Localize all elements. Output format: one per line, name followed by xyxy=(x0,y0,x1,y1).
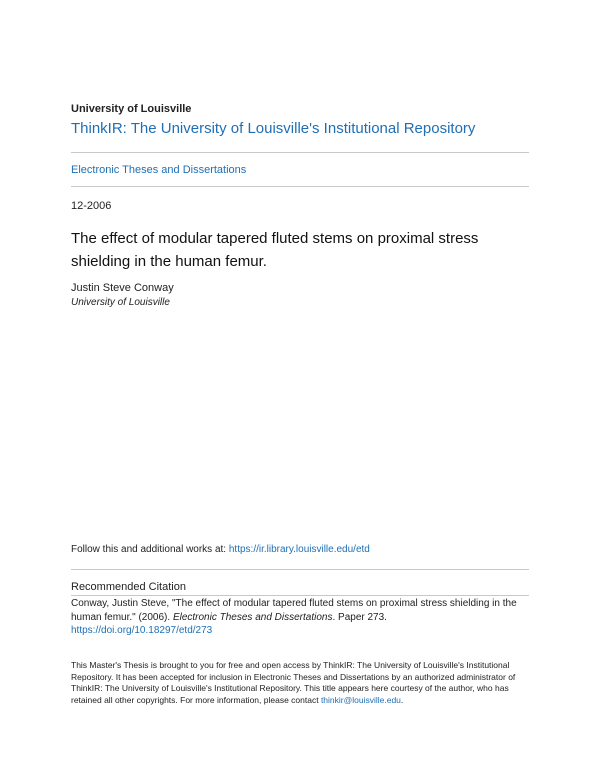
author-affiliation: University of Louisville xyxy=(71,297,170,308)
citation-journal: Electronic Theses and Dissertations xyxy=(172,611,333,623)
access-notice xyxy=(71,660,533,706)
repository-link[interactable]: ThinkIR: The University of Louisville's Institutional Repository xyxy=(71,120,476,137)
divider-top xyxy=(71,152,529,153)
divider-series xyxy=(71,186,529,187)
notice-end: . xyxy=(400,694,404,705)
notice-text: This Master's Thesis is brought to you for free and open access by ThinkIR: The University of Louisville's Institutional Repository. It has been accepted for inclusion in Electronic Theses and Dissertations by an authorized administrator of ThinkIR: The University of Louisville's Institutional Repository. This title appears here courtesy of the author, who has retained all other copyrights. For more information, please contact xyxy=(71,660,516,705)
citation-text xyxy=(71,597,531,638)
collection-link[interactable]: https://ir.library.louisville.edu/etd xyxy=(228,544,370,555)
publication-date: 12-2006 xyxy=(71,200,112,212)
contact-email-link[interactable]: thinkir@louisville.edu xyxy=(320,694,401,705)
institution-name: University of Louisville xyxy=(71,103,192,115)
divider-citation xyxy=(71,595,529,596)
follow-line xyxy=(71,544,370,555)
recommended-citation-heading: Recommended Citation xyxy=(71,581,186,593)
document-title: The effect of modular tapered fluted stems on proximal stress shielding in the human femur. xyxy=(71,230,479,270)
author-name: Justin Steve Conway xyxy=(71,282,174,294)
divider-follow xyxy=(71,569,529,570)
citation-paper: . Paper 273. xyxy=(332,611,387,623)
doi-link[interactable]: https://doi.org/10.18297/etd/273 xyxy=(71,625,213,636)
citation-body: Conway, Justin Steve, "The effect of modular tapered fluted stems on proximal stress shielding in the human femur." (2006). xyxy=(71,598,517,623)
follow-text: Follow this and additional works at: xyxy=(71,544,229,555)
series-link[interactable]: Electronic Theses and Dissertations xyxy=(71,164,247,176)
